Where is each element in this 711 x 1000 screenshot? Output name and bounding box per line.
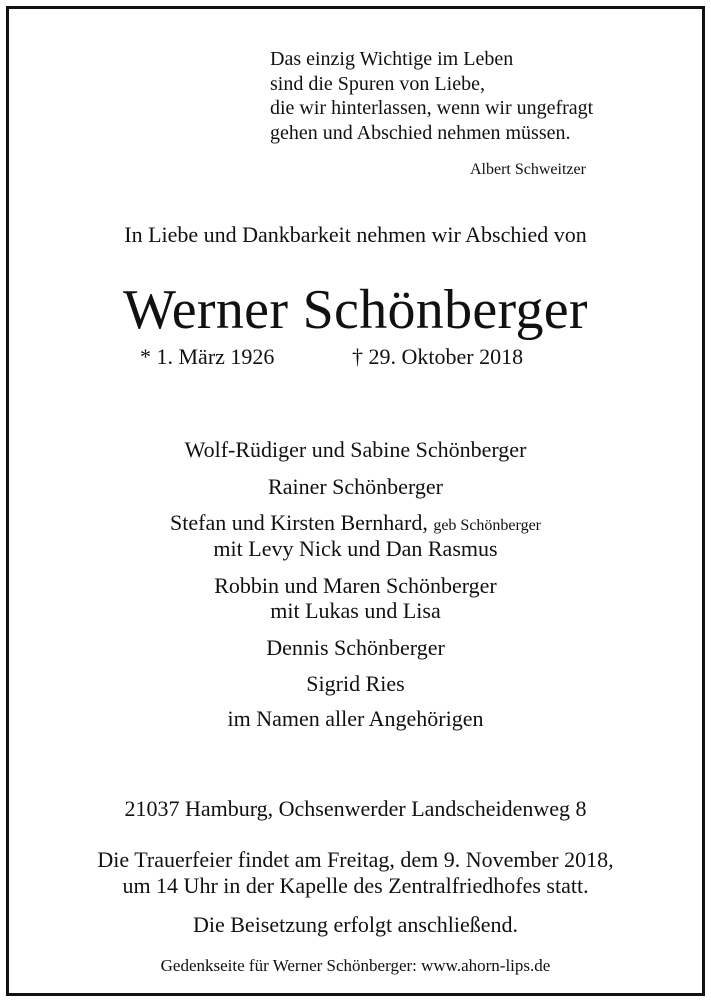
ceremony-line: Die Trauerfeier findet am Freitag, dem 9. November 2018, — [97, 847, 614, 872]
death-date: † 29. Oktober 2018 — [352, 344, 524, 369]
memorial-page-link: Gedenkseite für Werner Schönberger: www.ahorn-lips.de — [160, 956, 551, 975]
quote-line: gehen und Abschied nehmen müssen. — [270, 121, 571, 144]
burial-info: Die Beisetzung erfolgt anschließend. — [192, 912, 518, 937]
mourner-line: mit Levy Nick und Dan Rasmus — [213, 536, 498, 561]
deceased-name: Werner Schönberger — [123, 279, 588, 341]
mourner-line: Sigrid Ries — [306, 671, 405, 696]
quote-line: sind die Spuren von Liebe, — [270, 72, 485, 95]
mourner-line — [0, 510, 711, 539]
mourner-line: mit Lukas und Lisa — [270, 598, 441, 623]
birth-date: * 1. März 1926 — [140, 344, 275, 369]
mourner-name: Stefan und Kirsten Bernhard, — [170, 510, 428, 535]
ceremony-info — [0, 847, 711, 899]
maiden-name-note: geb Schönberger — [433, 517, 541, 534]
mourner-line: Wolf-Rüdiger und Sabine Schönberger — [184, 437, 527, 462]
quote-line: Das einzig Wichtige im Leben — [270, 48, 514, 70]
mourner-line: Robbin und Maren Schönberger — [214, 573, 497, 598]
quote-author: Albert Schweitzer — [470, 161, 586, 178]
mourner-line: Dennis Schönberger — [266, 635, 445, 660]
intro-text: In Liebe und Dankbarkeit nehmen wir Abschied von — [124, 222, 587, 247]
quote — [270, 47, 593, 145]
mourner-line: im Namen aller Angehörigen — [227, 706, 484, 731]
quote-line: die wir hinterlassen, wenn wir ungefragt — [270, 97, 594, 119]
mourner-line: Rainer Schönberger — [268, 474, 443, 499]
address: 21037 Hamburg, Ochsenwerder Landscheidenweg 8 — [124, 796, 587, 821]
ceremony-line: um 14 Uhr in der Kapelle des Zentralfriedhofes statt. — [122, 873, 589, 898]
